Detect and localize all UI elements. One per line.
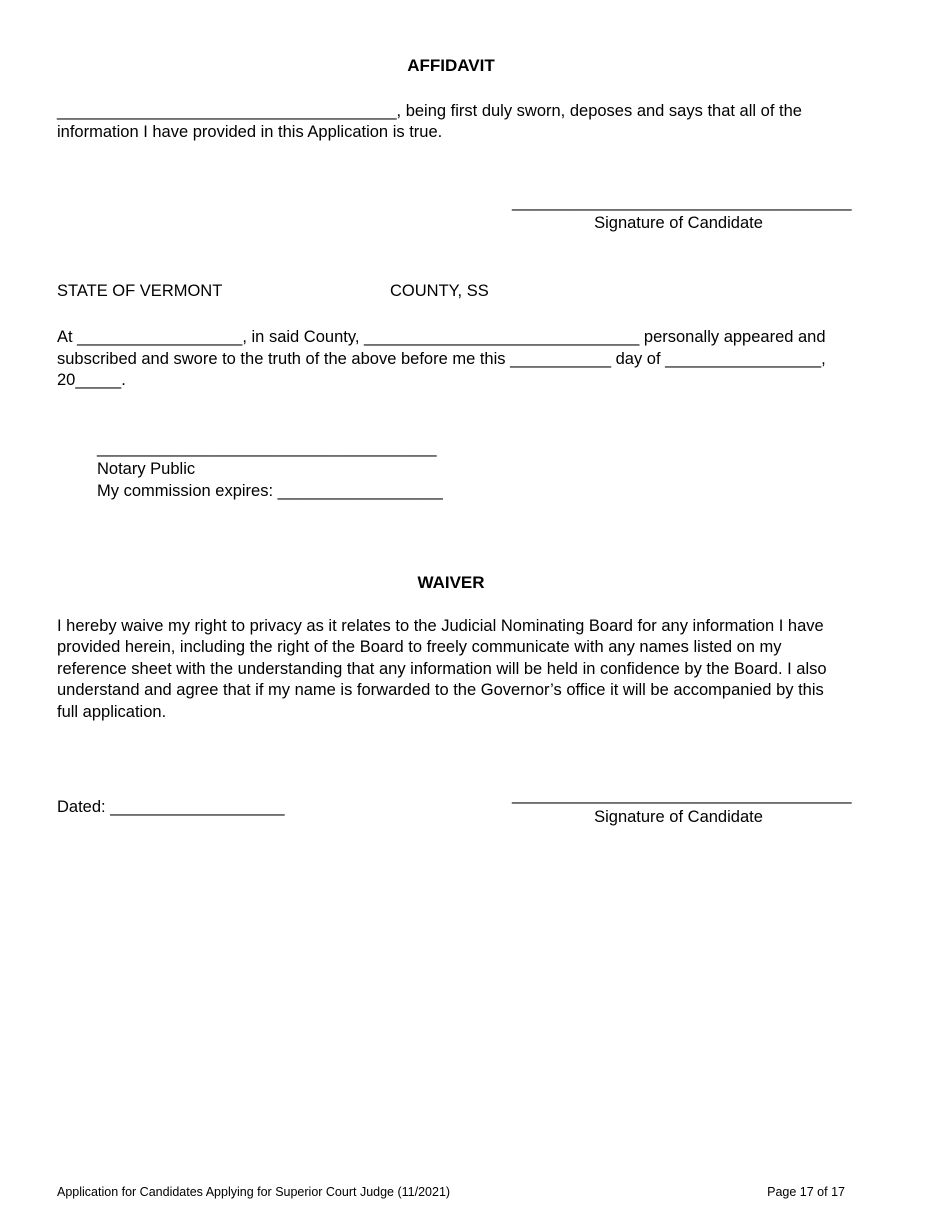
commission-expires-line: My commission expires: __________________ (97, 481, 443, 500)
waiver-signature-line: _____________________________________ (512, 786, 852, 804)
affidavit-section (57, 55, 852, 502)
notary-signature-line: _____________________________________ (97, 438, 437, 457)
waiver-section (57, 572, 852, 828)
dated-line: Dated: ___________________ (57, 798, 285, 816)
waiver-title: WAIVER (417, 573, 485, 592)
notary-title: Notary Public (97, 460, 196, 478)
footer-document-name: Application for Candidates Applying for Superior Court Judge (11/2021) (57, 1185, 451, 1199)
page-content (57, 55, 852, 828)
candidate-signature-caption: Signature of Candidate (594, 214, 763, 232)
waiver-signature-caption: Signature of Candidate (594, 807, 763, 826)
waiver-paragraph: I hereby waive my right to privacy as it relates to the Judicial Nominating Board for any information I have provided herein, including the right of the Board to freely communicate with any names listed on my reference sheet with the understanding that any information will be held in confidence by the Board. I also understand and agree that if my name is forwarded to the Governor’s office it will be accompanied by this full application. (57, 616, 827, 721)
affidavit-paragraph: _____________________________________, being first duly sworn, deposes and says that all of the information I have provided in this Application is true. (57, 101, 802, 141)
candidate-signature-block (512, 192, 852, 235)
county-label: COUNTY, SS (390, 281, 489, 300)
waiver-bottom-row (57, 785, 852, 828)
affidavit-title: AFFIDAVIT (407, 56, 495, 75)
waiver-signature-block (512, 785, 852, 828)
state-label: STATE OF VERMONT (57, 281, 223, 300)
footer-page-number: Page 17 of 17 (767, 1185, 845, 1199)
notary-signature-block (97, 438, 845, 503)
state-county-row (57, 281, 845, 303)
page-footer (57, 1185, 845, 1200)
notary-paragraph: At __________________, in said County, ______________________________ personally appeared and subscribed and swore to the truth of the above before me this ___________ day of _________________, 20_____. (57, 328, 826, 389)
candidate-signature-line: _____________________________________ (512, 192, 852, 211)
